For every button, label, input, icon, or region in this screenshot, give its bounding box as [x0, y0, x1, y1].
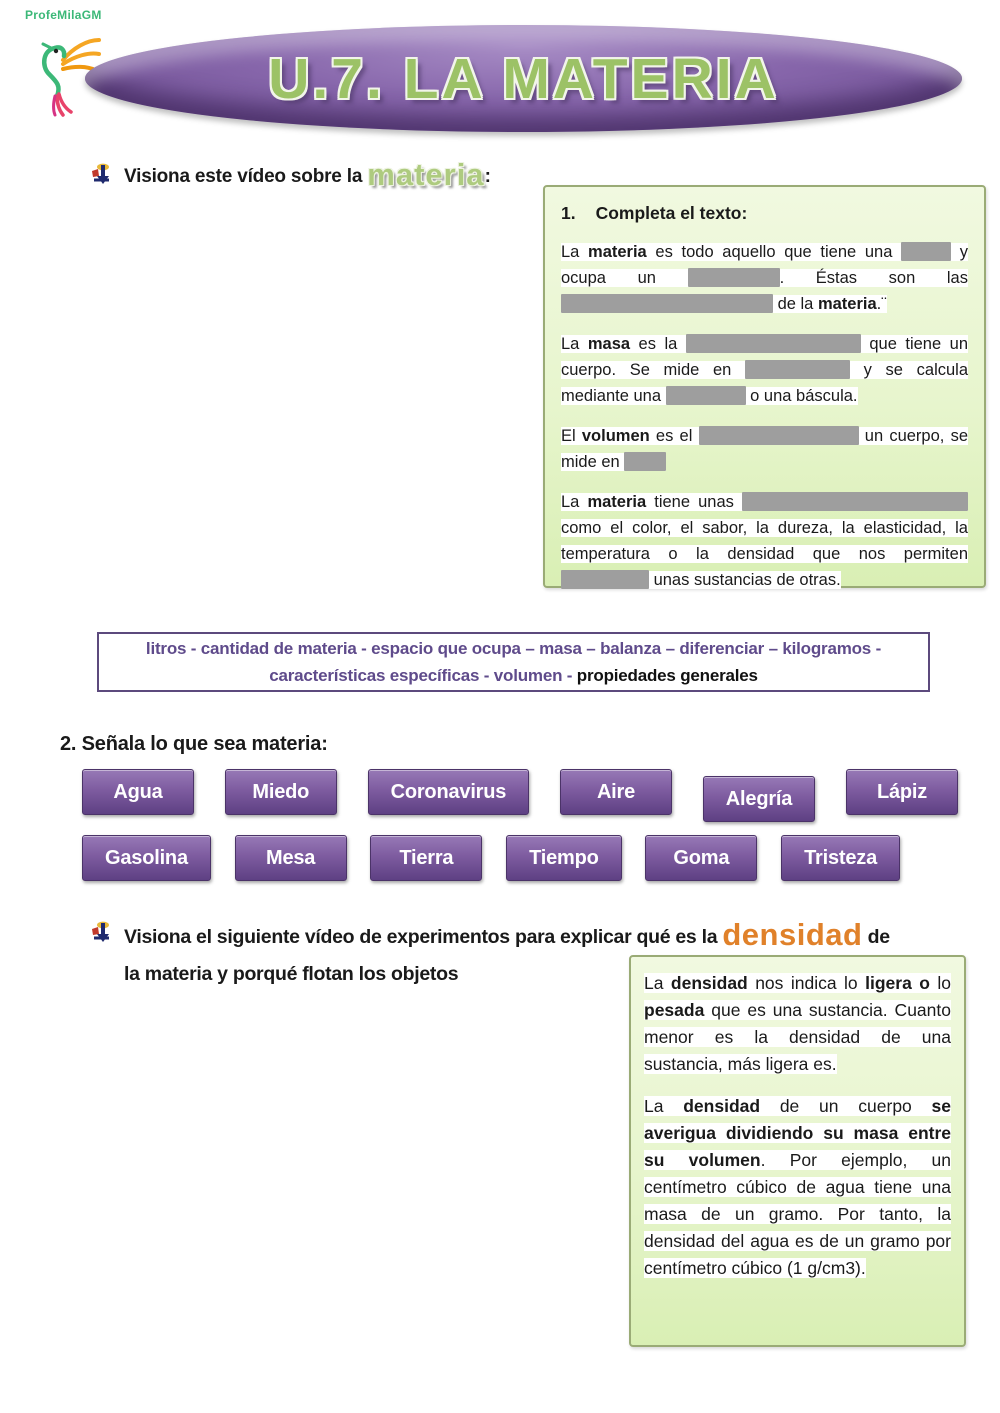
- bold-text: materia: [588, 243, 647, 261]
- fill-paragraph: [561, 423, 968, 475]
- text-run: de un cuerpo: [760, 1096, 932, 1116]
- bold-text: pesada: [644, 1000, 705, 1020]
- materia-option-button-gasolina[interactable]: Gasolina: [82, 835, 211, 881]
- text-run: La: [561, 243, 589, 261]
- text-run: unas sustancias de otras.: [649, 571, 841, 589]
- fill-paragraph: [561, 239, 968, 317]
- answer-blank[interactable]: [561, 570, 649, 589]
- materia-option-button-goma[interactable]: Goma: [645, 835, 757, 881]
- answer-blank[interactable]: [742, 492, 968, 511]
- text-run: tiene unas: [646, 493, 743, 511]
- text-run: El: [561, 427, 582, 445]
- text-strip: [561, 493, 968, 589]
- answer-blank[interactable]: [561, 294, 773, 313]
- text-run: La: [561, 335, 588, 353]
- fill-in-paragraphs: [561, 239, 968, 593]
- bold-text: volumen: [581, 427, 650, 445]
- title-banner: [85, 25, 962, 132]
- materia-option-button-tiempo[interactable]: Tiempo: [506, 835, 622, 881]
- materia-option-button-tierra[interactable]: Tierra: [370, 835, 482, 881]
- text-run: es todo aquello que tiene una: [646, 243, 902, 261]
- materia-options-row-1: [82, 769, 958, 815]
- text-run: La: [644, 1096, 684, 1116]
- bold-text: se averigua dividiendo su masa entre su volumen: [644, 1096, 952, 1170]
- page-title: U.7. LA MATERIA: [268, 46, 779, 111]
- materia-option-button-coronavirus[interactable]: Coronavirus: [368, 769, 530, 815]
- text-run: que tiene un cuerpo. Se mide en: [561, 335, 969, 379]
- density-paragraphs: [644, 970, 951, 1282]
- text-run: de: [862, 926, 890, 948]
- text-run: o una báscula.: [745, 387, 858, 405]
- text-run: nos indica lo: [747, 973, 866, 993]
- bold-text: densidad: [670, 973, 748, 993]
- text-run: características específicas - volumen -: [269, 666, 577, 685]
- arrow-bullet-icon: [90, 162, 112, 188]
- text-run: La: [644, 973, 671, 993]
- exercise-title: Completa el texto:: [595, 203, 748, 223]
- fill-paragraph: [644, 1093, 951, 1282]
- text-strip: [561, 427, 968, 471]
- bold-text: ligera o: [865, 973, 930, 993]
- text-run: es el: [649, 427, 699, 445]
- logo-text: ProfeMilaGM: [25, 8, 102, 22]
- highlight-densidad: densidad: [722, 917, 863, 952]
- text-run: La: [561, 493, 588, 511]
- wordart-materia: materia: [367, 157, 485, 192]
- text-strip: [644, 973, 951, 1074]
- text-run: que es una sustancia. Cuanto menor es la densidad de una sustancia, más ligera es.: [644, 1000, 951, 1074]
- answer-blank[interactable]: [745, 360, 850, 379]
- materia-option-button-miedo[interactable]: Miedo: [225, 769, 337, 815]
- completa-texto-box: [543, 185, 986, 588]
- text-run: litros - cantidad de materia - espacio que ocupa – masa – balanza – diferenciar – kilogramos -: [145, 639, 882, 658]
- materia-option-button-tristeza[interactable]: Tristeza: [781, 835, 900, 881]
- answer-blank[interactable]: [699, 426, 859, 445]
- text-run: lo: [929, 973, 952, 993]
- fill-paragraph: [561, 489, 968, 593]
- fill-paragraph: [644, 970, 951, 1078]
- text-run: es la: [630, 335, 686, 353]
- text-run: Visiona este vídeo sobre la: [124, 166, 368, 187]
- text-run: Visiona el siguiente vídeo de experimentos para explicar qué es la: [124, 926, 723, 948]
- bold-text: densidad: [683, 1096, 761, 1116]
- video-instruction-1-text: [124, 158, 491, 194]
- exercise-number: 1.: [561, 203, 576, 223]
- text-strip: [561, 335, 968, 405]
- materia-option-button-mesa[interactable]: Mesa: [235, 835, 347, 881]
- materia-options-row-2: [82, 835, 900, 881]
- wordbank-black-term: propiedades generales: [576, 666, 758, 685]
- bold-text: materia: [817, 295, 877, 313]
- text-run: y se calcula mediante una: [561, 361, 969, 405]
- bold-text: masa: [587, 335, 631, 353]
- answer-blank[interactable]: [666, 386, 746, 405]
- video-instruction-1: [90, 158, 491, 194]
- materia-option-button-aire[interactable]: Aire: [560, 769, 672, 815]
- answer-blank[interactable]: [901, 242, 951, 261]
- answer-blank[interactable]: [624, 452, 666, 471]
- text-run: . Éstas son las: [779, 269, 968, 287]
- word-bank-text: [146, 635, 881, 689]
- word-bank-box: [97, 632, 930, 692]
- text-run: como el color, el sabor, la dureza, la elasticidad, la temperatura o la densidad que nos permiten: [561, 519, 968, 563]
- text-run: de la: [773, 295, 818, 313]
- answer-blank[interactable]: [686, 334, 861, 353]
- answer-blank[interactable]: [688, 268, 780, 287]
- bold-text: materia: [587, 493, 647, 511]
- materia-option-button-alegria[interactable]: Alegría: [703, 776, 815, 822]
- text-strip: [644, 1096, 951, 1278]
- text-strip: [561, 243, 968, 313]
- arrow-bullet-icon: [90, 920, 112, 946]
- text-run: la materia y porqué flotan los objetos: [124, 963, 459, 985]
- materia-option-button-lapiz[interactable]: Lápiz: [846, 769, 958, 815]
- completa-texto-heading: [561, 203, 968, 224]
- text-run: un cuerpo, se mide en: [561, 427, 968, 471]
- text-run: . Por ejemplo, un centímetro cúbico de agua tiene una masa de un gramo. Por tanto, la densidad del agua es de un gramo por centímetro cúbico (1 g/cm3).: [644, 1150, 951, 1278]
- text-run: .¨: [876, 295, 887, 313]
- fill-paragraph: [561, 331, 968, 409]
- text-run: y ocupa un: [561, 243, 968, 287]
- section2-heading: 2. Señala lo que sea materia:: [60, 733, 328, 755]
- materia-option-button-agua[interactable]: Agua: [82, 769, 194, 815]
- density-info-box: [629, 955, 966, 1347]
- text-run: :: [484, 166, 491, 187]
